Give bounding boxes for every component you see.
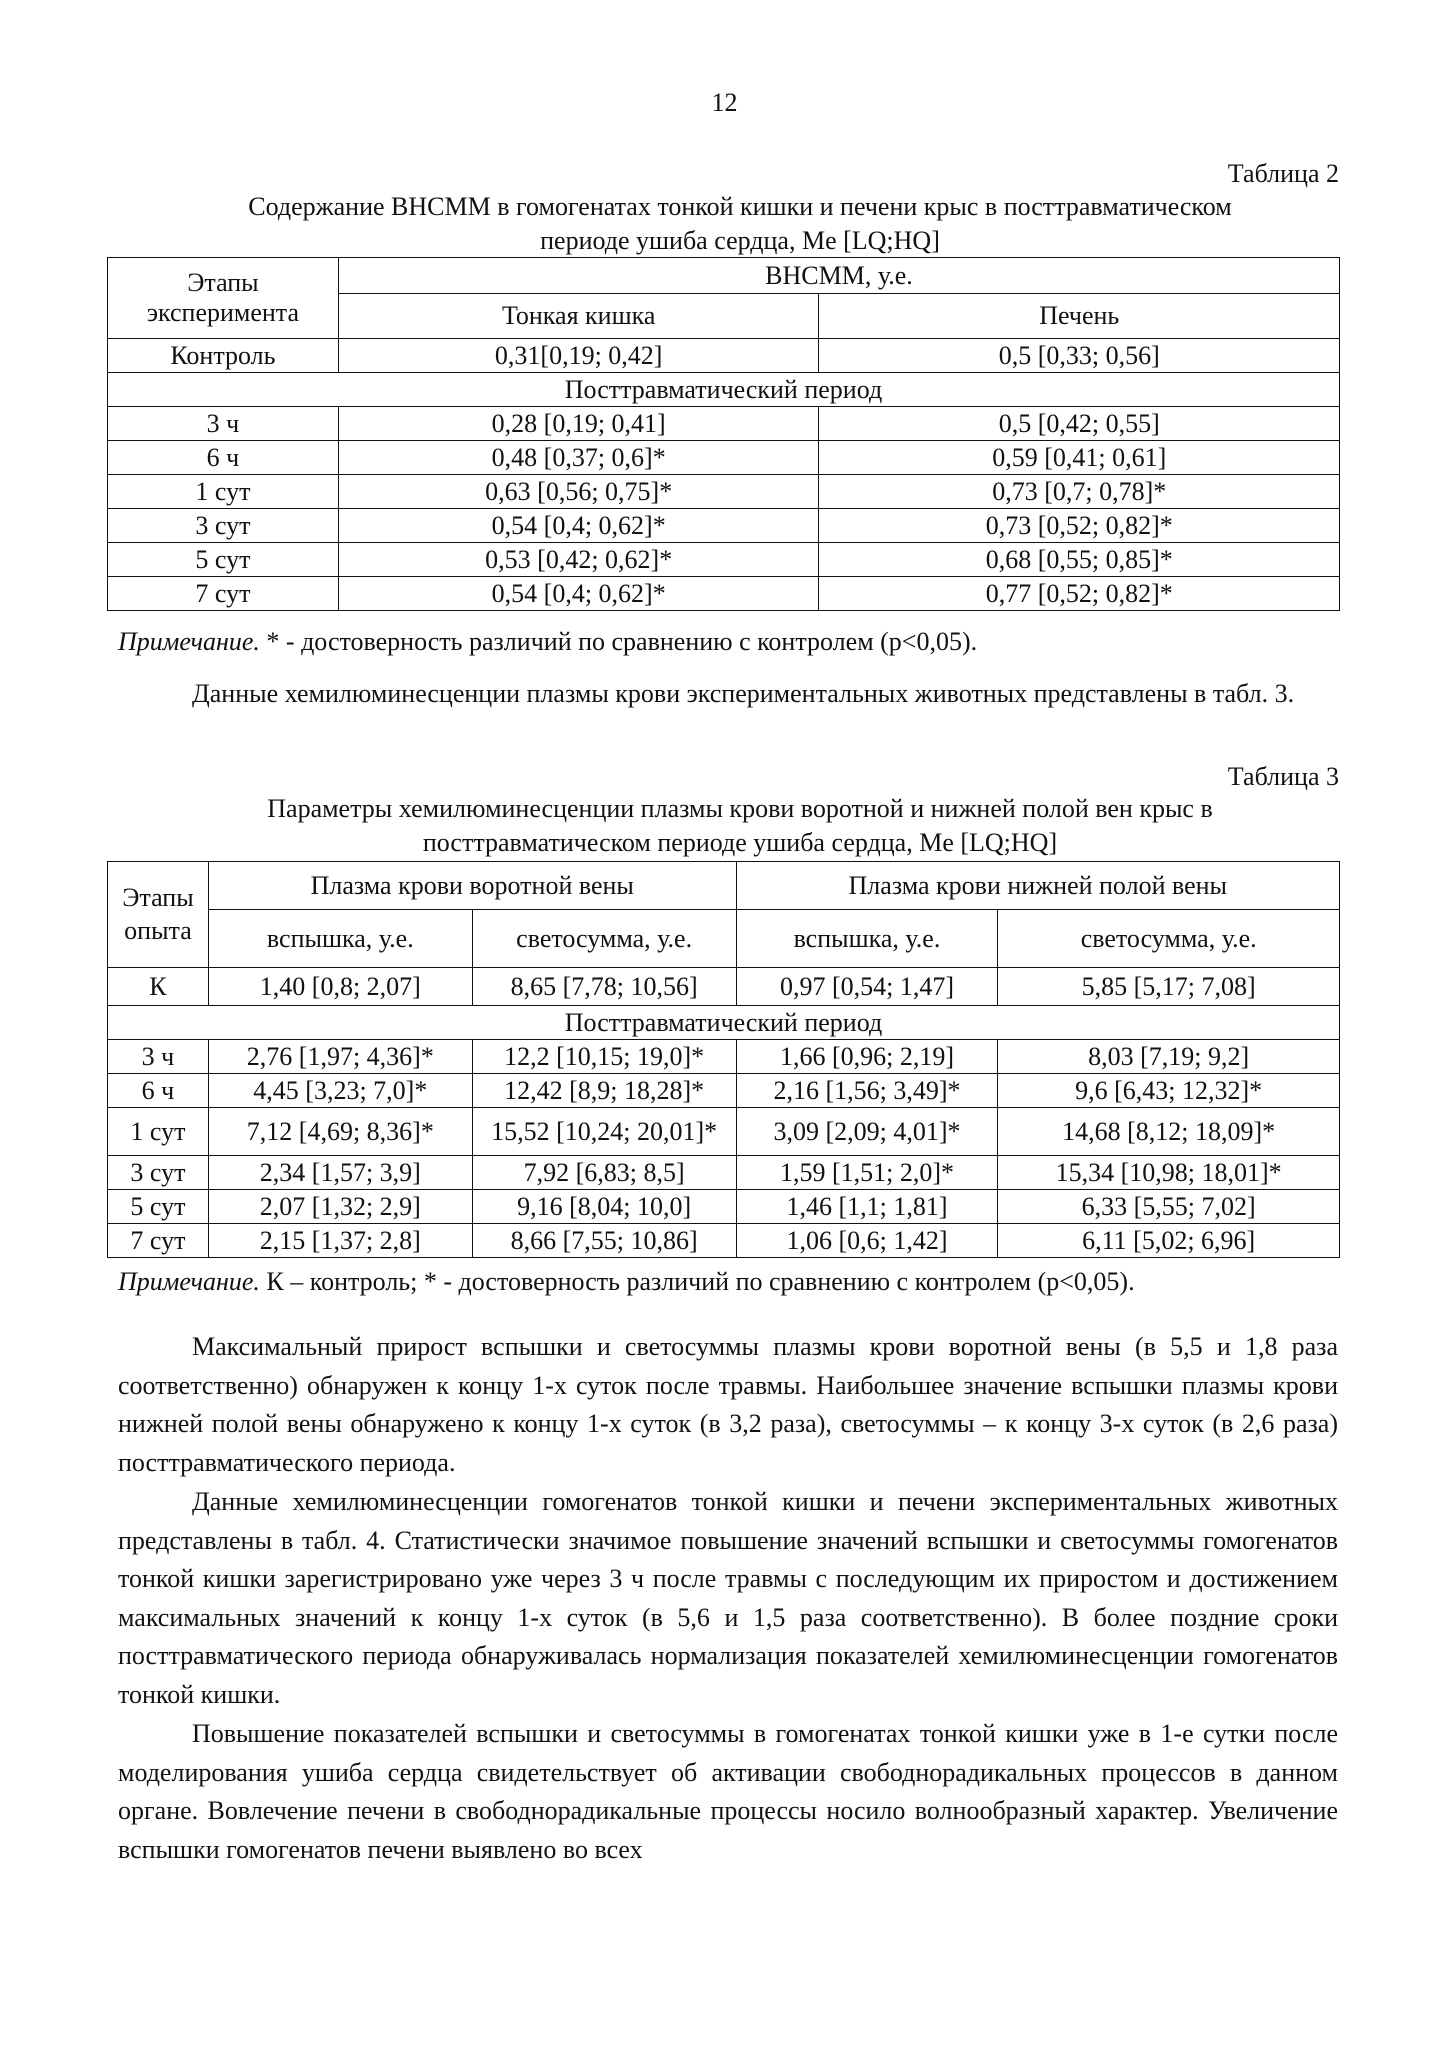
table2-header-stage: Этапы эксперимента: [108, 258, 339, 339]
table2-header-group: ВНСММ, у.е.: [338, 258, 1339, 294]
table3-cell: К: [108, 968, 209, 1006]
table3: [107, 861, 1340, 1258]
table2-cell: 0,5 [0,33; 0,56]: [819, 339, 1340, 373]
table3-cell: 12,2 [10,15; 19,0]*: [472, 1040, 736, 1074]
table3-sub-flash: вспышка, у.е.: [208, 910, 472, 968]
table2-cell: 0,73 [0,52; 0,82]*: [819, 509, 1340, 543]
table3-cell: 3 сут: [108, 1156, 209, 1190]
table3-cell: 1,59 [1,51; 2,0]*: [736, 1156, 998, 1190]
table3-cell: 2,15 [1,37; 2,8]: [208, 1224, 472, 1258]
table3-cell: 1,06 [0,6; 1,42]: [736, 1224, 998, 1258]
table3-sub-flash: вспышка, у.е.: [736, 910, 998, 968]
table2-cell: 0,28 [0,19; 0,41]: [338, 407, 819, 441]
table3-cell: 2,34 [1,57; 3,9]: [208, 1156, 472, 1190]
table3-cell: 15,34 [10,98; 18,01]*: [998, 1156, 1340, 1190]
table3-cell: 6 ч: [108, 1074, 209, 1108]
table2-header-row: [108, 258, 1340, 294]
table3-note-label: Примечание.: [118, 1267, 260, 1296]
table2-note: [118, 625, 977, 659]
table2-cell: 0,5 [0,42; 0,55]: [819, 407, 1340, 441]
table3-note-text: К – контроль; * - достоверность различий по сравнению с контролем (p<0,05).: [259, 1267, 1135, 1296]
table3-control-row: [108, 968, 1340, 1006]
table3-cell: 7 сут: [108, 1224, 209, 1258]
table3-cell: 9,6 [6,43; 12,32]*: [998, 1074, 1340, 1108]
table-row: [108, 1156, 1340, 1190]
table-row: [108, 1224, 1340, 1258]
table-row: [108, 1074, 1340, 1108]
table2-note-text: * - достоверность различий по сравнению с контролем (p<0,05).: [259, 627, 978, 656]
table2-period-label: Посттравматический период: [108, 373, 1340, 407]
table3-cell: 15,52 [10,24; 20,01]*: [472, 1108, 736, 1156]
table3-period-row: [108, 1006, 1340, 1040]
table3-header-row: [108, 862, 1340, 910]
table3-cell: 1 сут: [108, 1108, 209, 1156]
table2-period-row: [108, 373, 1340, 407]
table2-header-col2: Печень: [819, 294, 1340, 339]
table3-cell: 2,07 [1,32; 2,9]: [208, 1190, 472, 1224]
table2-cell: Контроль: [108, 339, 339, 373]
table3-cell: 1,40 [0,8; 2,07]: [208, 968, 472, 1006]
table-row: [108, 475, 1340, 509]
table3-caption-line1: Параметры хемилюминесценции плазмы крови воротной и нижней полой вен крыс в: [267, 794, 1213, 823]
table3-cell: 7,92 [6,83; 8,5]: [472, 1156, 736, 1190]
table-row: [108, 509, 1340, 543]
table3-cell: 12,42 [8,9; 18,28]*: [472, 1074, 736, 1108]
table3-cell: 14,68 [8,12; 18,09]*: [998, 1108, 1340, 1156]
table2-cell: 0,54 [0,4; 0,62]*: [338, 509, 819, 543]
table3-period-label: Посттравматический период: [108, 1006, 1340, 1040]
table-row: [108, 1108, 1340, 1156]
table2-cell: 5 сут: [108, 543, 339, 577]
table2-cell: 1 сут: [108, 475, 339, 509]
table2-cell: 0,53 [0,42; 0,62]*: [338, 543, 819, 577]
table2-cell: 0,68 [0,55; 0,85]*: [819, 543, 1340, 577]
table3-subheader-row: [108, 910, 1340, 968]
table3-cell: 5 сут: [108, 1190, 209, 1224]
table2-cell: 0,31[0,19; 0,42]: [338, 339, 819, 373]
table-row: [108, 407, 1340, 441]
table3-header-stage: Этапы опыта: [108, 862, 209, 968]
table2-cell: 6 ч: [108, 441, 339, 475]
table3-label: Таблица 3: [1227, 762, 1339, 791]
table3-sub-light: светосумма, у.е.: [472, 910, 736, 968]
table2-cell: 0,48 [0,37; 0,6]*: [338, 441, 819, 475]
table2-note-label: Примечание.: [118, 627, 260, 656]
table3-cell: 8,03 [7,19; 9,2]: [998, 1040, 1340, 1074]
table2-caption-line2: периоде ушиба сердца, Me [LQ;HQ]: [540, 226, 940, 255]
table3-caption-line2: посттравматическом периоде ушиба сердца, Me [LQ;HQ]: [422, 828, 1058, 857]
page-number: 12: [711, 88, 738, 117]
table2-cell: 0,63 [0,56; 0,75]*: [338, 475, 819, 509]
table3-cell: 5,85 [5,17; 7,08]: [998, 968, 1340, 1006]
table2-control-row: [108, 339, 1340, 373]
table3-cell: 7,12 [4,69; 8,36]*: [208, 1108, 472, 1156]
paragraph-1: Данные хемилюминесценции плазмы крови экспериментальных животных представлены в табл. 3.: [192, 679, 1295, 708]
table2-cell: 0,54 [0,4; 0,62]*: [338, 577, 819, 611]
paragraph-3: Данные хемилюминесценции гомогенатов тонкой кишки и печени экспериментальных животных представлены в табл. 4. Статистически значимое повышение значений вспышки и светосуммы гомогенатов тонкой кишки зарегистрировано уже через 3 ч после травмы с последующим их приростом и достижением максимальных значений к концу 1-х суток (в 5,6 и 1,5 раза соответственно). В более поздние сроки посттравматического периода обнаруживалась нормализация показателей хемилюминесценции гомогенатов тонкой кишки.: [118, 1487, 1338, 1709]
table3-cell: 2,16 [1,56; 3,49]*: [736, 1074, 998, 1108]
table3-cell: 8,66 [7,55; 10,86]: [472, 1224, 736, 1258]
table2-cell: 0,59 [0,41; 0,61]: [819, 441, 1340, 475]
table2-caption-line1: Содержание ВНСММ в гомогенатах тонкой кишки и печени крыс в посттравматическом: [248, 192, 1232, 221]
table2-cell: 3 ч: [108, 407, 339, 441]
table2-header-col1: Тонкая кишка: [338, 294, 819, 339]
table2-cell: 7 сут: [108, 577, 339, 611]
table3-cell: 4,45 [3,23; 7,0]*: [208, 1074, 472, 1108]
paragraph-4: Повышение показателей вспышки и светосуммы в гомогенатах тонкой кишки уже в 1-е сутки после моделирования ушиба сердца свидетельствует об активации свободнорадикальных процессов в данном органе. Вовлечение печени в свободнорадикальные процессы носило волнообразный характер. Увеличение вспышки гомогенатов печени выявлено во всех: [118, 1719, 1338, 1864]
table3-cell: 3,09 [2,09; 4,01]*: [736, 1108, 998, 1156]
table3-note: [118, 1265, 1135, 1299]
table3-cell: 1,46 [1,1; 1,81]: [736, 1190, 998, 1224]
table3-group-cava: Плазма крови нижней полой вены: [736, 862, 1339, 910]
table-row: [108, 543, 1340, 577]
table3-cell: 9,16 [8,04; 10,0]: [472, 1190, 736, 1224]
table3-cell: 2,76 [1,97; 4,36]*: [208, 1040, 472, 1074]
table3-cell: 1,66 [0,96; 2,19]: [736, 1040, 998, 1074]
paragraph-2: Максимальный прирост вспышки и светосуммы плазмы крови воротной вены (в 5,5 и 1,8 раза соответственно) обнаружен к концу 1-х суток после травмы. Наибольшее значение вспышки плазмы крови нижней полой вены обнаружено к концу 1-х суток (в 3,2 раза), светосуммы – к концу 3-х суток (в 2,6 раза) посттравматического периода.: [118, 1332, 1338, 1477]
table2: [107, 257, 1340, 611]
table3-group-portal: Плазма крови воротной вены: [208, 862, 736, 910]
table-row: [108, 1040, 1340, 1074]
table3-cell: 3 ч: [108, 1040, 209, 1074]
table2-cell: 0,77 [0,52; 0,82]*: [819, 577, 1340, 611]
table3-cell: 6,11 [5,02; 6,96]: [998, 1224, 1340, 1258]
table3-caption: [150, 792, 1330, 860]
table2-label: Таблица 2: [1227, 159, 1339, 188]
table3-cell: 8,65 [7,78; 10,56]: [472, 968, 736, 1006]
table2-cell: 0,73 [0,7; 0,78]*: [819, 475, 1340, 509]
table-row: [108, 1190, 1340, 1224]
table3-cell: 6,33 [5,55; 7,02]: [998, 1190, 1340, 1224]
table-row: [108, 577, 1340, 611]
table3-cell: 0,97 [0,54; 1,47]: [736, 968, 998, 1006]
table2-cell: 3 сут: [108, 509, 339, 543]
table-row: [108, 441, 1340, 475]
table3-sub-light: светосумма, у.е.: [998, 910, 1340, 968]
table2-caption: [150, 190, 1330, 258]
